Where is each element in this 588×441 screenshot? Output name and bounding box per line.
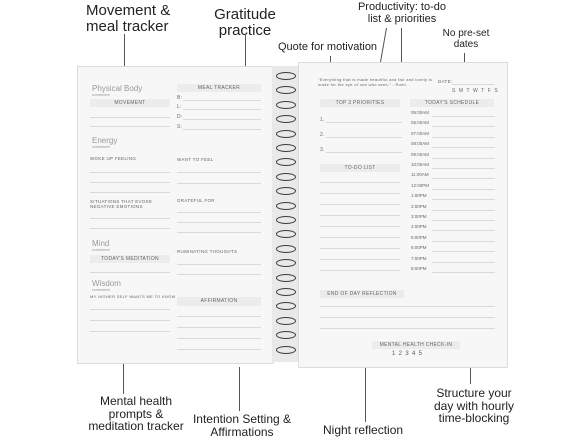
schedule-time: 5:00PM <box>411 234 427 240</box>
schedule-line <box>432 168 495 169</box>
mind-heading: Mind <box>92 239 110 248</box>
spiral-ring <box>276 202 296 210</box>
to-do-line <box>320 226 400 227</box>
date-label: DATE: <box>438 79 453 84</box>
schedule-time: 2:00PM <box>411 203 427 209</box>
situations-label: SITUATIONS THAT EVOKE NEGATIVE EMOTIONS <box>90 199 153 209</box>
to-do-list-header: TO-DO LIST <box>320 164 400 172</box>
meal-label-s: S: <box>177 124 183 130</box>
schedule-time: 08:00AM <box>411 141 430 147</box>
schedule-line <box>432 230 495 231</box>
schedule-time: 11:00AM <box>411 172 429 178</box>
weekday-m: M <box>458 88 464 94</box>
callout-no-preset-dates: No pre-set dates <box>442 28 490 50</box>
woke-up-feeling-label: WOKE UP FEELING <box>90 156 137 161</box>
want-to-feel-label: WANT TO FEEL <box>177 157 214 162</box>
schedule-time: 3:00PM <box>411 214 427 219</box>
end-of-day-reflection-header: END OF DAY REFLECTION <box>320 290 404 298</box>
meal-label-b: B: <box>177 95 183 101</box>
schedule-time: 05:00AM <box>411 110 430 115</box>
spiral-ring <box>276 173 296 181</box>
higher-self-label: MY HIGHER SELF WANTS ME TO KNOW <box>90 294 176 299</box>
schedule-line <box>432 272 495 273</box>
schedule-line <box>432 178 495 179</box>
schedule-time: 7:00PM <box>411 255 427 261</box>
weekday-row <box>452 88 498 94</box>
grateful-for-label: GRATEFUL FOR <box>177 198 215 203</box>
callout-intention: Intention Setting & Affirmations <box>192 412 292 439</box>
physical-body-subtitle: somewhere <box>92 93 111 97</box>
schedule-line <box>432 210 495 211</box>
schedule-time: 4:00PM <box>411 224 427 230</box>
meal-label-l: L: <box>177 104 182 110</box>
energy-subtitle: somewhere <box>92 145 111 149</box>
callout-productivity: Productivity: to-do list & priorities <box>357 1 447 25</box>
schedule-time: 09:00AM <box>411 151 430 157</box>
schedule-time: 10:00AM <box>411 162 430 167</box>
to-do-line <box>320 270 400 271</box>
spiral-ring <box>276 144 296 152</box>
priority-2: 2. <box>320 132 325 138</box>
mental-health-checkin-header: MENTAL HEALTH CHECK-IN <box>372 341 460 349</box>
callout-mental-health: Mental health prompts & meditation tracker <box>88 394 184 434</box>
spiral-ring <box>276 216 296 224</box>
to-do-line <box>320 237 400 238</box>
spiral-ring <box>276 274 296 282</box>
mind-subtitle: somewhere <box>92 248 111 252</box>
weekday-t1: T <box>466 88 470 94</box>
meal-label-d: D: <box>177 114 183 120</box>
spiral-ring <box>276 317 296 325</box>
todays-meditation-header: TODAY'S MEDITATION <box>90 255 170 263</box>
callout-quote: Quote for motivation <box>278 41 378 53</box>
schedule-line <box>432 251 495 252</box>
callout-gratitude-practice: Gratitude practice <box>214 6 276 39</box>
mental-health-scale: 1 2 3 4 5 <box>392 351 423 357</box>
energy-heading: Energy <box>92 136 118 145</box>
spiral-ring <box>276 288 296 296</box>
schedule-line <box>432 137 495 138</box>
spiral-ring <box>276 245 296 253</box>
schedule-line <box>432 126 495 127</box>
to-do-line <box>320 182 400 183</box>
weekday-t2: T <box>481 88 485 94</box>
spiral-ring <box>276 101 296 109</box>
physical-body-heading: Physical Body <box>92 84 143 93</box>
schedule-line <box>432 116 495 117</box>
wisdom-subtitle: somewhere <box>92 288 111 292</box>
meal-tracker-header: MEAL TRACKER <box>177 84 261 92</box>
to-do-line <box>320 204 400 205</box>
spiral-ring <box>276 72 296 80</box>
weekday-w: W <box>473 88 479 94</box>
schedule-time: 07:00AM <box>411 130 430 136</box>
priority-1: 1. <box>320 117 325 123</box>
to-do-line <box>320 215 400 216</box>
to-do-line <box>320 193 400 194</box>
schedule-line <box>432 262 495 263</box>
weekday-f: F <box>487 88 492 94</box>
wisdom-heading: Wisdom <box>92 279 121 288</box>
schedule-line <box>432 158 495 159</box>
callout-structure: Structure your day with hourly time-blocking <box>433 386 515 426</box>
spiral-ring <box>276 346 296 354</box>
motivational-quote: "Everything that is made beautiful and fair and lovely is made for the eye of one who sees." - Rumi <box>318 77 433 87</box>
top-3-priorities-header: TOP 3 PRIORITIES <box>320 99 400 107</box>
callout-night-reflection: Night reflection <box>323 423 404 437</box>
schedule-line <box>432 189 495 190</box>
schedule-line <box>432 241 495 242</box>
movement-header: MOVEMENT <box>90 99 170 107</box>
callout-movement-meal-tracker: Movement & meal tracker <box>86 2 171 35</box>
weekday-s2: S <box>494 88 498 94</box>
schedule-time: 1:00PM <box>411 193 427 199</box>
schedule-time: 12:00PM <box>411 182 430 188</box>
todays-schedule-header: TODAY'S SCHEDULE <box>410 99 494 107</box>
schedule-time: 8:00PM <box>411 266 427 271</box>
schedule-line <box>432 199 495 200</box>
priority-3: 3. <box>320 147 325 153</box>
schedule-time: 6:00PM <box>411 245 427 251</box>
affirmation-header: AFFIRMATION <box>177 297 261 306</box>
schedule-line <box>432 147 495 148</box>
schedule-line <box>432 220 495 221</box>
ruminating-thoughts-label: RUMINATING THOUGHTS <box>177 249 238 254</box>
to-do-line <box>320 248 400 249</box>
weekday-s1: S <box>452 88 456 94</box>
spiral-ring <box>276 130 296 138</box>
leader-line-intention <box>239 367 240 411</box>
to-do-line <box>320 259 400 260</box>
schedule-time: 06:00AM <box>411 120 430 126</box>
